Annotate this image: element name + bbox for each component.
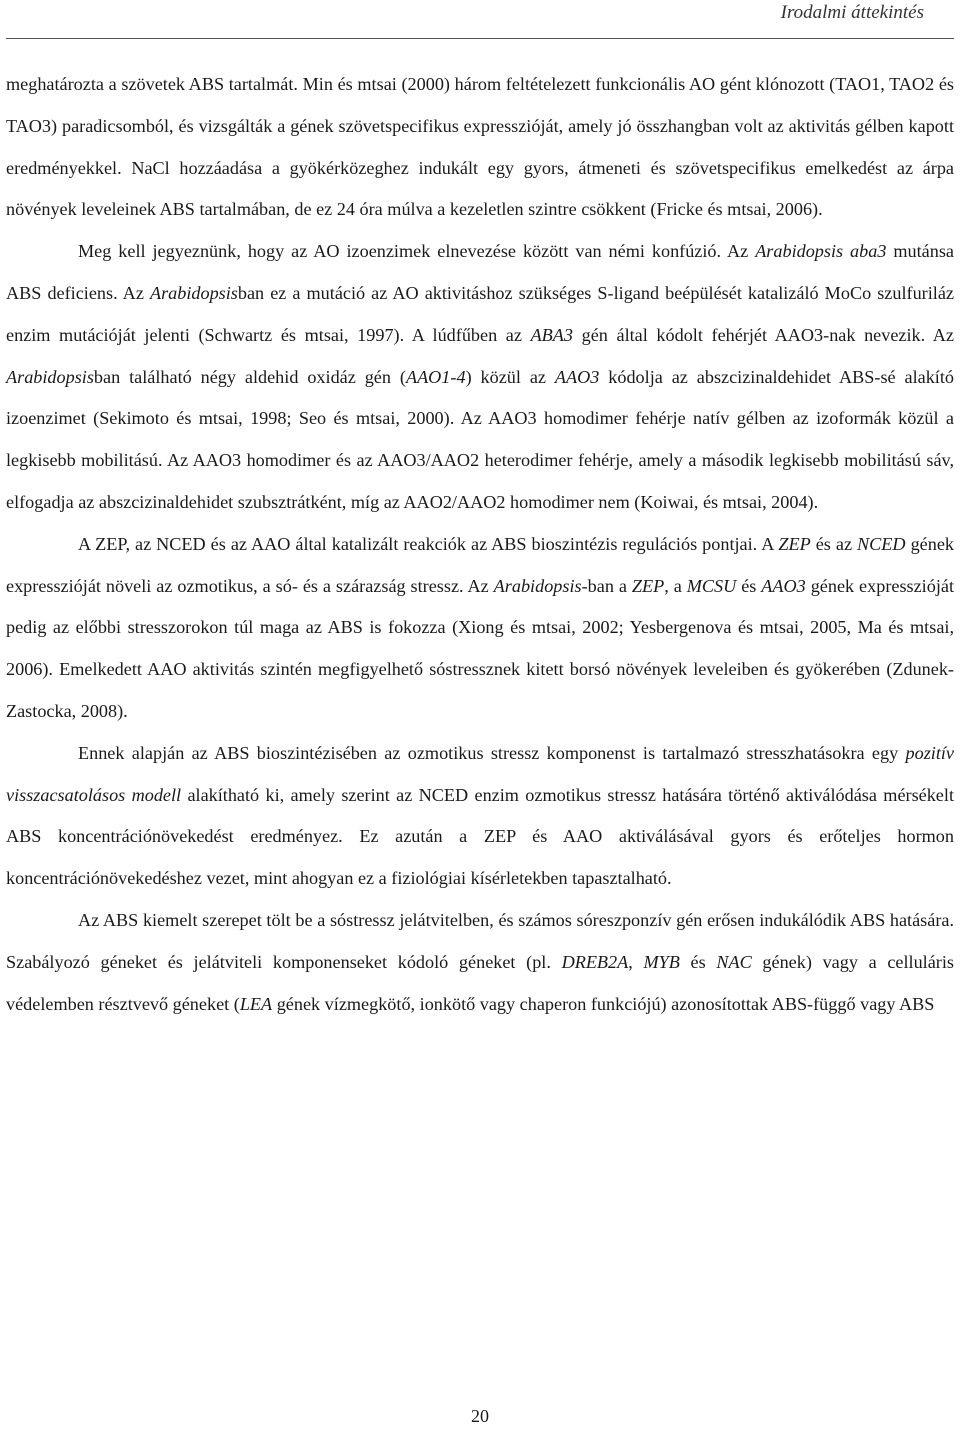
header-rule: [6, 38, 954, 39]
text-run: alakítható ki, amely szerint az NCED enzim ozmotikus stressz hatására történő aktiválódása mérsékelt ABS koncentrációnövekedést eredményez. Ez azután a ZEP és AAO aktiválásával gyors és erőteljes hormon koncentrációnövekedéshez vezet, mint ahogyan ez a fiziológiai kísérletekben tapasztalható.: [6, 784, 954, 889]
text-run: Az ABS kiemelt szerepet tölt be a sóstressz jelátvitelben, és számos sóreszponzív gén erősen indukálódik ABS hatására. Szabályozó géneket és jelátviteli komponenseket kódoló géneket (pl.: [6, 909, 954, 972]
text-run: ban ez a mutáció az AO aktivitáshoz szükséges S-ligand beépülését katalizáló MoCo szulfuriláz enzim mutációját jelenti (Schwartz és mtsai, 1997). A lúdfűben az: [6, 282, 954, 345]
text-run: Meg kell jegyeznünk, hogy az AO izoenzimek elnevezése között van némi konfúzió. Az: [78, 241, 756, 262]
paragraph: [6, 64, 954, 231]
paragraph: [6, 524, 954, 733]
text-run: ) közül az: [465, 366, 555, 387]
italic-text: ZEP: [778, 533, 811, 554]
text-run: ban található négy aldehid oxidáz gén (: [93, 366, 406, 387]
text-run: gének) vagy a celluláris védelemben résztvevő géneket (: [6, 951, 954, 1014]
body-text: [6, 64, 954, 1025]
italic-text: DREB2A: [561, 951, 629, 972]
italic-text: pozitív visszacsatolásos modell: [6, 742, 954, 805]
page-number: 20: [471, 1406, 489, 1426]
italic-text: AAO3: [554, 366, 600, 387]
italic-text: MCSU: [686, 575, 737, 596]
italic-text: AAO3: [761, 575, 806, 596]
paragraph: [6, 900, 954, 1025]
italic-text: NCED: [857, 533, 906, 554]
italic-text: LEA: [239, 993, 273, 1014]
italic-text: Arabidopsis: [493, 575, 582, 596]
italic-text: Arabidopsis aba3: [755, 241, 887, 262]
italic-text: AAO1-4: [405, 366, 466, 387]
italic-text: ABA3: [530, 324, 573, 345]
text-run: Ennek alapján az ABS bioszintézisében az ozmotikus stressz komponenst is tartalmazó stresszhatásokra egy: [78, 742, 906, 763]
italic-text: Arabidopsis: [6, 366, 94, 387]
text-run: és: [736, 575, 762, 596]
text-run: A ZEP, az NCED és az AAO által katalizált reakciók az ABS bioszintézis regulációs pontjai. A: [78, 533, 779, 554]
text-run: meghatározta a szövetek ABS tartalmát. Min és mtsai (2000) három feltételezett funkcionális AO gént klónozott (TAO1, TAO2 és TAO3) paradicsomból, és vizsgálták a gének szövetspecifikus expresszióját, amely jó összhangban volt az aktivitás gélben kapott eredményekkel. NaCl hozzáadása a gyökérközeghez indukált egy gyors, átmeneti és szövetspecifikus emelkedést az árpa növények leveleinek ABS tartalmában, de ez 24 óra múlva a kezeletlen szintre csökkent (Fricke és mtsai, 2006).: [6, 74, 954, 220]
italic-text: NAC: [716, 951, 752, 972]
text-run: ,: [628, 951, 644, 972]
paragraph: [6, 733, 954, 900]
italic-text: ZEP: [631, 575, 665, 596]
text-run: mutánsa ABS deficiens. Az: [6, 241, 954, 303]
italic-text: Arabidopsis: [149, 282, 238, 303]
paragraph: [6, 231, 954, 524]
running-header: Irodalmi áttekintés: [780, 2, 924, 23]
text-run: és az: [810, 533, 858, 554]
text-run: és: [679, 951, 717, 972]
text-run: gének expresszióját pedig az előbbi stresszorokon túl maga az ABS is fokozza (Xiong és mtsai, 2002; Yesbergenova és mtsai, 2005, Ma és mtsai, 2006). Emelkedett AAO aktivitás szintén megfigyelhető sóstressznek kitett borsó növények leveleiben és gyökerében (Zdunek-Zastocka, 2008).: [6, 575, 955, 721]
italic-text: MYB: [643, 951, 680, 972]
text-run: gének expresszióját növeli az ozmotikus, a só- és a szárazság stressz. Az: [6, 533, 954, 596]
text-run: kódolja az abszcizinaldehidet ABS-sé alakító izoenzimet (Sekimoto és mtsai, 1998; Seo és mtsai, 2000). Az AAO3 homodimer fehérje natív gélben az izoformák közül a legkisebb mobilitású. Az AAO3 homodimer és az AAO3/AAO2 heterodimer fehérje, amely a második legkisebb mobilitású sáv, elfogadja az abszcizinaldehidet szubsztrátként, míg az AAO2/AAO2 homodimer nem (Koiwai, és mtsai, 2004).: [6, 366, 955, 512]
text-run: gének vízmegkötő, ionkötő vagy chaperon funkciójú) azonosítottak ABS-függő vagy ABS: [272, 993, 935, 1014]
text-run: , a: [664, 575, 687, 596]
text-run: -ban a: [581, 575, 632, 596]
text-run: gén által kódolt fehérjét AAO3-nak nevezik. Az: [573, 324, 955, 345]
